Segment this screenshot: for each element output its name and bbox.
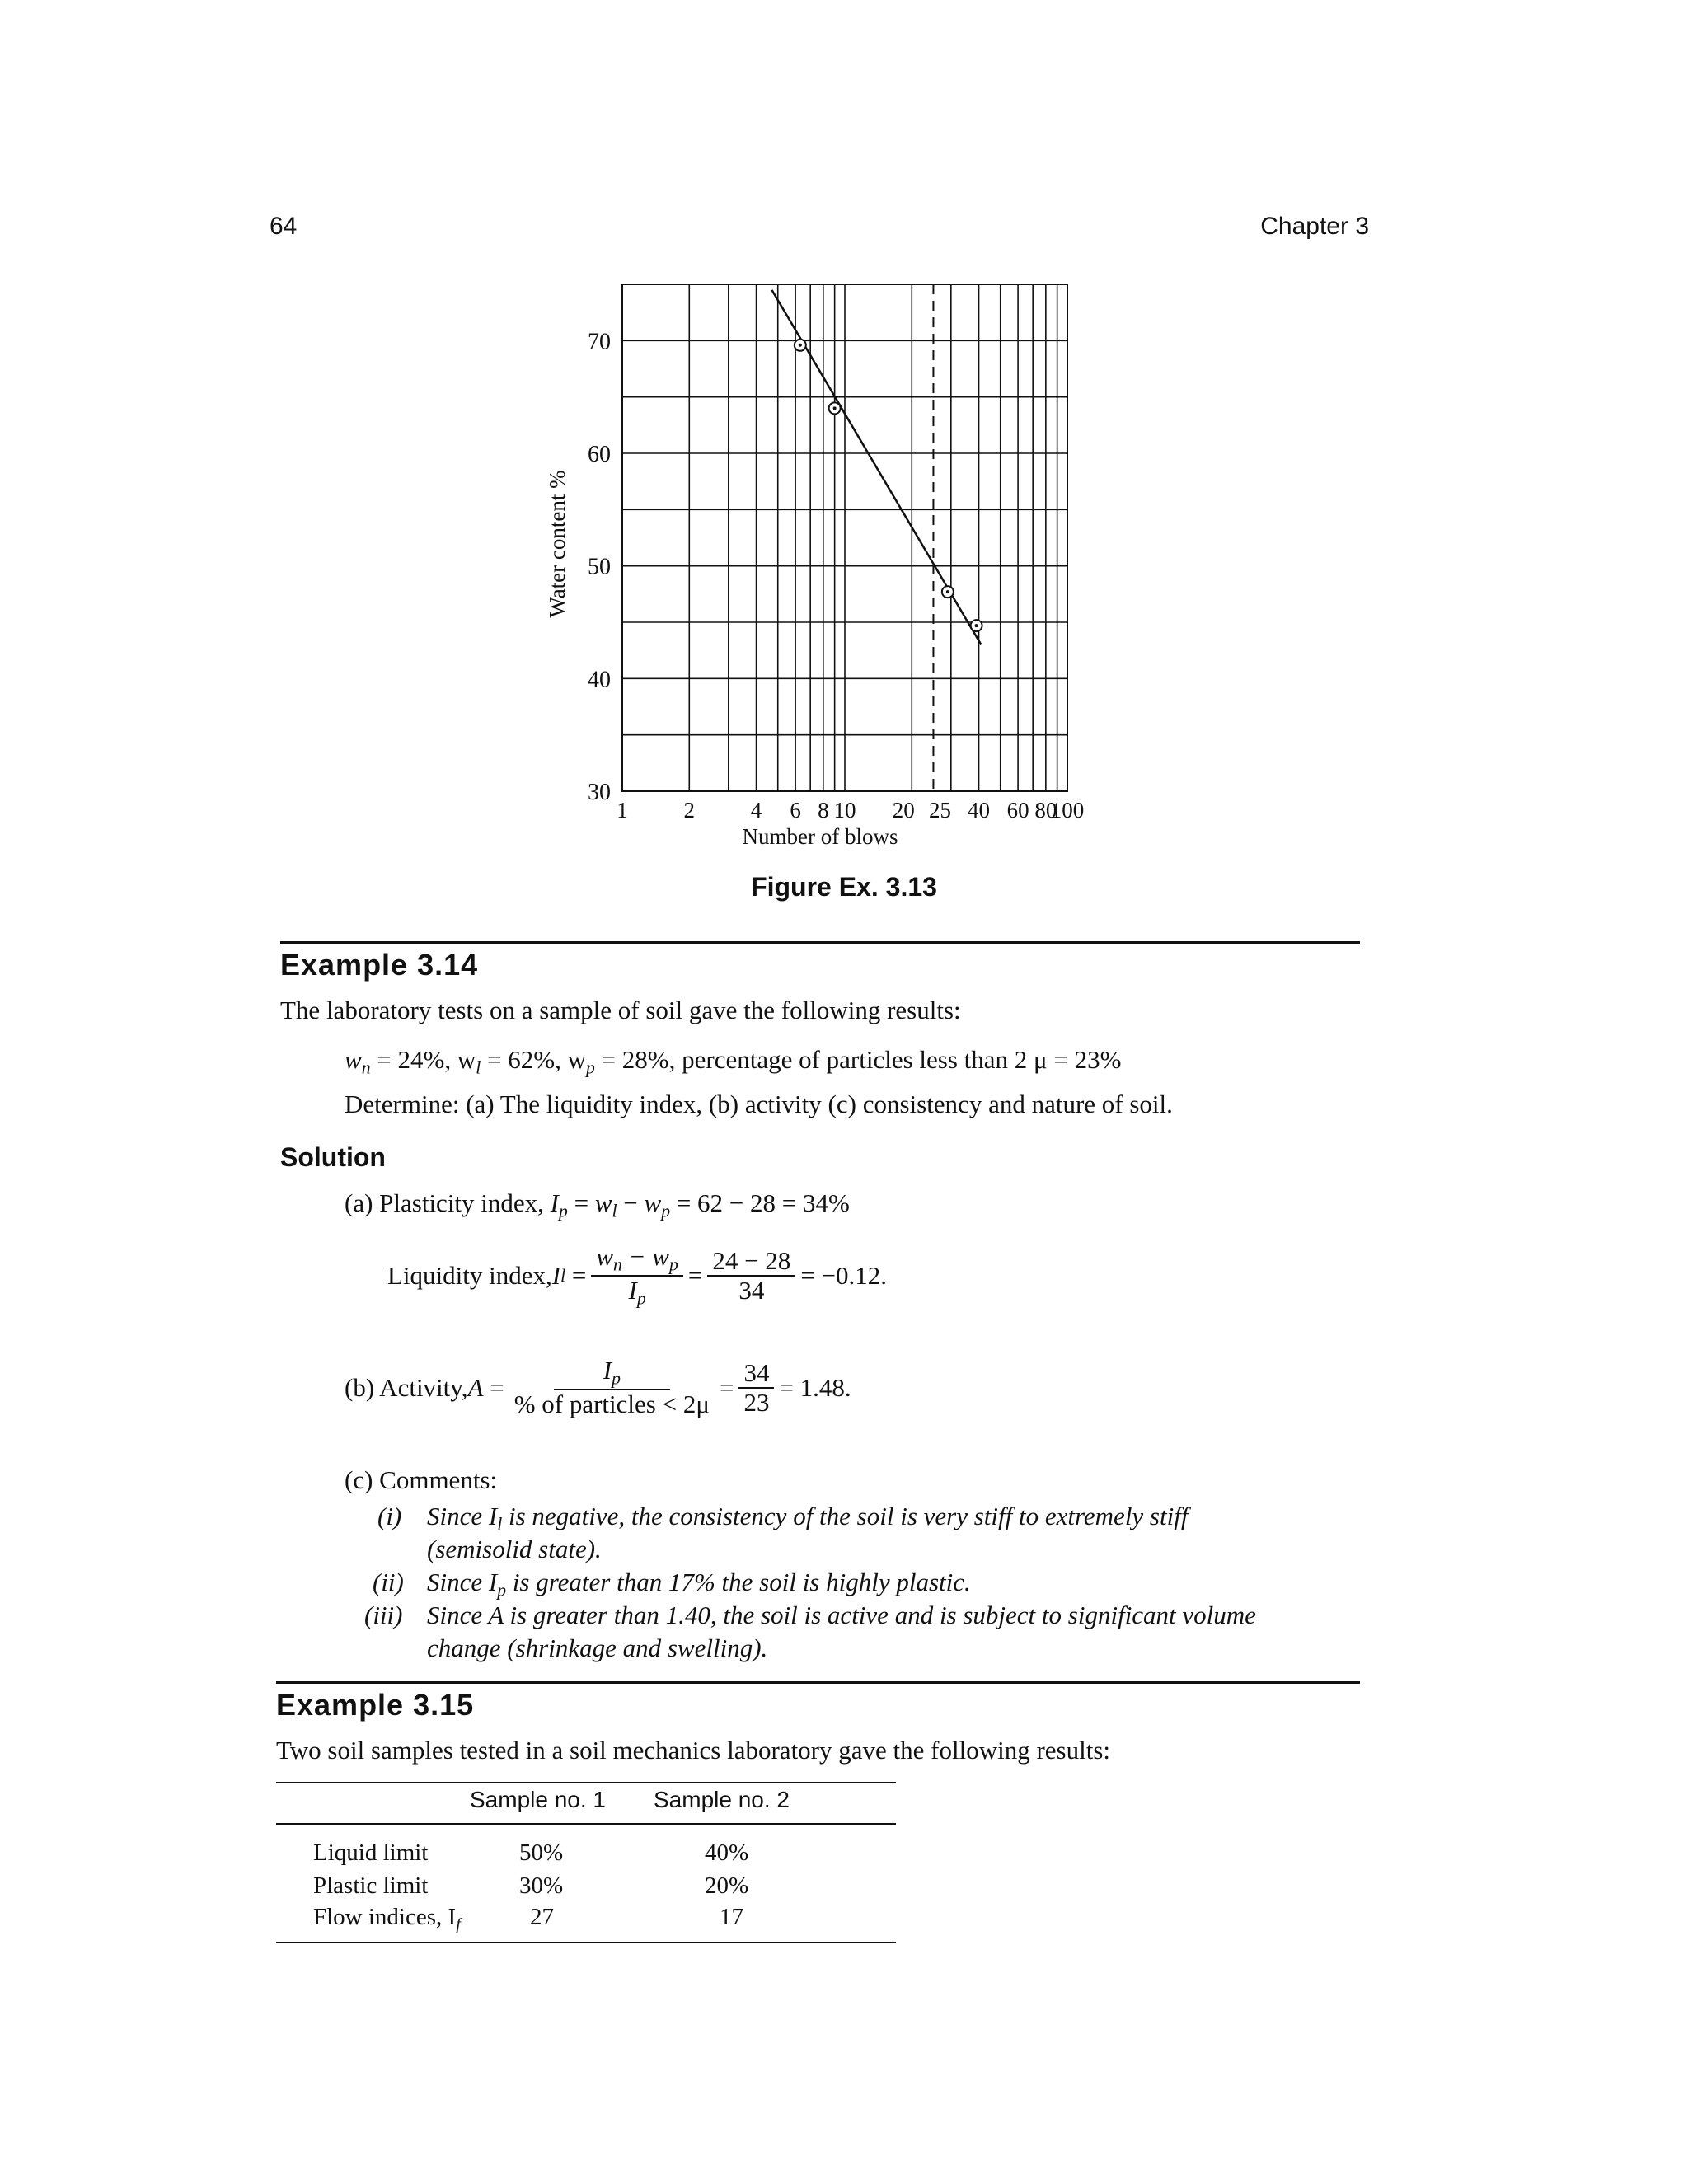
comment-iii-num: (iii) — [364, 1601, 403, 1629]
comment-iii-text-cont: change (shrinkage and swelling). — [427, 1633, 768, 1662]
chapter-label: Chapter 3 — [1260, 213, 1369, 240]
table-row-liquid-limit-label: Liquid limit — [313, 1840, 429, 1866]
x-tick-label: 2 — [683, 798, 696, 823]
table-row-plastic-limit-label: Plastic limit — [313, 1872, 429, 1899]
y-tick-label: 70 — [588, 329, 611, 355]
x-tick-label: 6 — [790, 798, 801, 823]
table-row-liquid-limit-s2: 40% — [705, 1840, 749, 1866]
x-tick-label: 60 — [1006, 798, 1029, 823]
y-axis-label: Water content % — [545, 470, 570, 618]
comments-label: (c) Comments: — [345, 1465, 498, 1494]
comment-i-text: Since $I_l$ is negative, the consistency of the soil is very stiff to extremely stiff — [427, 1502, 1189, 1535]
x-tick-label: 10 — [833, 798, 856, 823]
comment-i-text-cont: (semisolid state). — [427, 1535, 602, 1563]
comment-ii-num: (ii) — [373, 1568, 404, 1596]
comment-iii-text: Since A is greater than 1.40, the soil is active and is subject to significant volume — [427, 1601, 1256, 1629]
flow-curve-chart — [528, 272, 1121, 865]
rule-ex315 — [276, 1681, 1360, 1684]
ex314-intro: The laboratory tests on a sample of soil gave the following results: — [280, 996, 961, 1024]
x-tick-label: 25 — [928, 798, 951, 823]
x-tick-label: 80 — [1034, 798, 1057, 823]
table-row-plastic-limit-s1: 30% — [519, 1872, 564, 1899]
comment-ii-text: Since $I_p$ is greater than 17% the soil is highly plastic. — [427, 1568, 971, 1601]
x-tick-labels — [617, 798, 1084, 823]
x-tick-label: 40 — [968, 798, 991, 823]
table-row-liquid-limit-s1: 50% — [519, 1840, 564, 1866]
y-tick-label: 40 — [588, 667, 611, 693]
rule-ex314 — [280, 941, 1360, 944]
liquidity-index-line: Liquidity index, I l = $\frac{w_n - w_p}{I_p}$ = $\frac{24 - 28}{34}$ = −0.12. — [387, 1242, 888, 1309]
x-tick-label: 100 — [1050, 798, 1085, 823]
x-axis-label: Number of blows — [742, 824, 898, 849]
x-tick-label: 20 — [892, 798, 915, 823]
y-tick-labels — [588, 329, 611, 805]
y-tick-label: 60 — [588, 442, 611, 467]
y-tick-label: 50 — [588, 554, 611, 580]
comment-i-num: (i) — [377, 1502, 402, 1530]
table-row-flow-index-label: Flow indices, $I_f$ — [313, 1904, 461, 1934]
page-number: 64 — [270, 213, 298, 240]
ex314-determine: Determine: (a) The liquidity index, (b) activity (c) consistency and nature of soil. — [345, 1090, 1173, 1118]
plasticity-index-line: (a) Plasticity index, $I_p = w_l - w_p = 62 - 28 = 34\%$ — [345, 1188, 850, 1221]
solution-title: Solution — [280, 1142, 386, 1172]
table-bottom-rule — [276, 1942, 896, 1943]
y-tick-label: 30 — [588, 780, 611, 805]
table-row-plastic-limit-s2: 20% — [705, 1872, 749, 1899]
example-3-14-title: Example 3.14 — [280, 948, 479, 982]
table-top-rule — [276, 1782, 896, 1783]
figure-caption: Figure Ex. 3.13 — [751, 872, 937, 902]
data-point-center — [975, 624, 978, 627]
ex315-intro: Two soil samples tested in a soil mechanics laboratory gave the following results: — [276, 1736, 1110, 1765]
example-3-15-title: Example 3.15 — [276, 1688, 475, 1722]
data-point-center — [946, 590, 950, 593]
ex314-data: $w_n = 24\%$, $w_l = 62\%$, $w_p = 28\%$, percentage of particles less than 2 μ = 23% — [345, 1045, 1122, 1078]
x-tick-label: 4 — [750, 798, 762, 823]
x-tick-label: 8 — [818, 798, 829, 823]
activity-line: (b) Activity, A = $\frac{I_p}{\text{\% of particles < 2μ}}$ = $\frac{34}{23}$ = 1.48. — [345, 1356, 851, 1419]
x-tick-label: 1 — [617, 798, 628, 823]
table-header-rule — [276, 1823, 896, 1825]
data-point-center — [833, 406, 837, 410]
table-header-sample-2: Sample no. 2 — [654, 1787, 790, 1812]
table-row-flow-index-s2: 17 — [720, 1904, 743, 1930]
chart-grid — [622, 284, 1067, 791]
table-row-flow-index-s1: 27 — [530, 1904, 554, 1930]
data-point-center — [799, 344, 802, 347]
table-header-sample-1: Sample no. 1 — [470, 1787, 606, 1812]
